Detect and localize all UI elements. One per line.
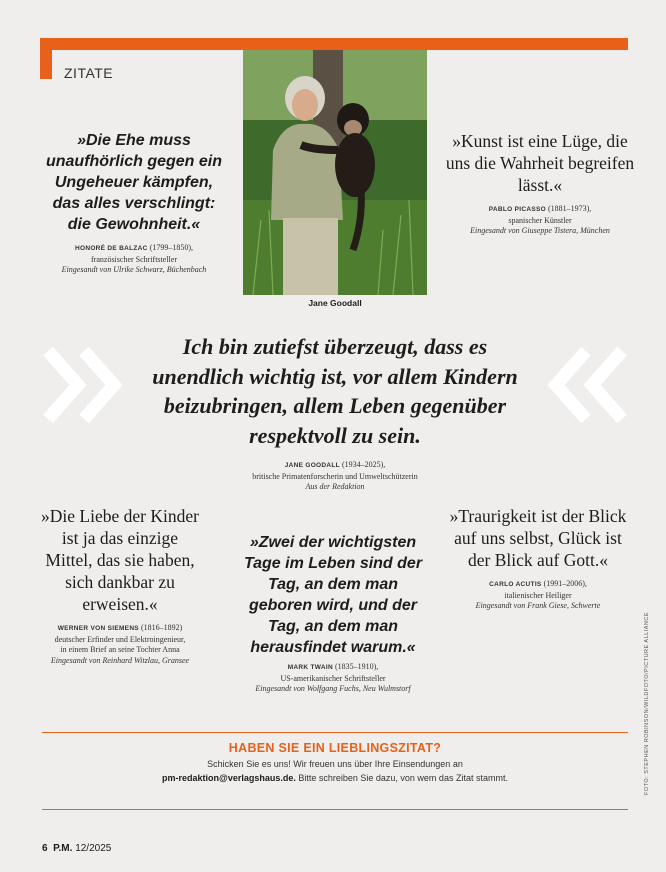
- page-number: 6: [42, 843, 48, 854]
- author-desc-2: in einem Brief an seine Tochter Anna: [60, 645, 180, 654]
- author-desc: spanischer Künstler: [508, 215, 572, 225]
- section-label: ZITATE: [64, 65, 114, 81]
- issue-number: 12/2025: [75, 843, 112, 854]
- quote-source: Eingesandt von Giuseppe Tistera, München: [470, 226, 610, 235]
- author-name: PABLO PICASSO: [488, 206, 546, 213]
- photo-credit: FOTO: STEPHEN ROBINSON/WILDFOTO/PICTURE ALLIANCE: [644, 611, 650, 795]
- author-years: (1881–1973),: [545, 204, 592, 213]
- cta-box: [42, 741, 628, 785]
- jane-goodall-photo: [243, 50, 427, 295]
- quote-goodall: [145, 332, 525, 493]
- author-name: HONORÉ DE BALZAC: [74, 245, 148, 252]
- quote-source: Aus der Redaktion: [305, 482, 365, 491]
- author-name: CARLO ACUTIS: [489, 581, 542, 588]
- side-accent-bar: [40, 38, 52, 79]
- quote-text: »Kunst ist eine Lüge, die uns die Wahrheit begreifen lässt.«: [445, 131, 635, 195]
- quote-source: Eingesandt von Wolfgang Fuchs, Neu Wulmstorf: [255, 684, 411, 693]
- cta-line-2: Bitte schreiben Sie dazu, von wem das Zitat stammt.: [295, 772, 508, 783]
- quote-picasso: [440, 130, 640, 237]
- quote-attribution: [440, 204, 640, 237]
- author-name: JANE GOODALL: [284, 462, 340, 469]
- author-years: (1799–1850),: [147, 243, 194, 252]
- author-desc: US-amerikanischer Schriftsteller: [280, 673, 386, 683]
- quote-attribution: [448, 579, 628, 612]
- author-years: (1934–2025),: [339, 460, 386, 469]
- author-desc: französischer Schriftsteller: [91, 254, 177, 264]
- featured-quote-text: Ich bin zutiefst überzeugt, dass es unendlich wichtig ist, vor allem Kindern beizubringen, allem Leben gegenüber respektvoll zu sein.: [152, 334, 518, 448]
- page-footer: [42, 843, 111, 854]
- quote-text: »Die Liebe der Kinder ist ja das einzige Mittel, das sie haben, sich dankbar zu erweisen.«: [41, 506, 199, 614]
- cta-top-rule: [42, 732, 628, 733]
- author-name: MARK TWAIN: [287, 664, 333, 671]
- author-years: (1816–1892): [138, 623, 183, 632]
- author-desc: deutscher Erfinder und Elektroingenieur,: [54, 634, 186, 644]
- quote-text: »Die Ehe muss unaufhörlich gegen ein Ungeheuer kämpfen, das alles verschlingt: die Gewohnheit.«: [45, 132, 222, 233]
- cta-title: HABEN SIE EIN LIEBLINGSZITAT?: [228, 741, 442, 755]
- photo-caption: Jane Goodall: [308, 298, 362, 308]
- author-years: (1835–1910),: [332, 662, 379, 671]
- quote-text: »Zwei der wichtigsten Tage im Leben sind der Tag, an dem man geboren wird, und der Tag, an dem man herausfindet warum.«: [243, 534, 423, 656]
- quote-balzac: [44, 130, 224, 276]
- cta-bottom-rule: [42, 809, 628, 810]
- quote-attribution: [145, 460, 525, 493]
- cta-email-link[interactable]: pm-redaktion@verlagshaus.de.: [162, 772, 296, 783]
- cta-body: [42, 758, 628, 785]
- quote-attribution: [44, 243, 224, 276]
- quote-twain: [240, 532, 426, 695]
- quote-siemens: [40, 505, 200, 666]
- quote-source: Eingesandt von Reinhard Witzlau, Gransee: [50, 655, 190, 665]
- cta-line-1: Schicken Sie es uns! Wir freuen uns über Ihre Einsendungen an: [207, 759, 463, 769]
- author-name: WERNER VON SIEMENS: [57, 625, 139, 632]
- quote-source: Eingesandt von Ulrike Schwarz, Büchenbach: [61, 265, 207, 274]
- quote-attribution: [240, 662, 426, 695]
- top-accent-bar: [40, 38, 628, 50]
- quote-text: »Traurigkeit ist der Blick auf uns selbst, Glück ist der Blick auf Gott.«: [449, 506, 627, 570]
- author-desc: britische Primatenforscherin und Umweltschützerin: [252, 471, 418, 481]
- author-years: (1991–2006),: [541, 579, 587, 588]
- double-chevron-left-icon: [540, 345, 630, 425]
- quote-attribution: [40, 623, 200, 666]
- magazine-brand: P.M.: [53, 843, 73, 854]
- quote-acutis: [448, 505, 628, 612]
- quote-source: Eingesandt von Frank Giese, Schwerte: [475, 601, 601, 610]
- double-chevron-right-icon: [40, 345, 130, 425]
- author-desc: italienischer Heiliger: [504, 590, 572, 600]
